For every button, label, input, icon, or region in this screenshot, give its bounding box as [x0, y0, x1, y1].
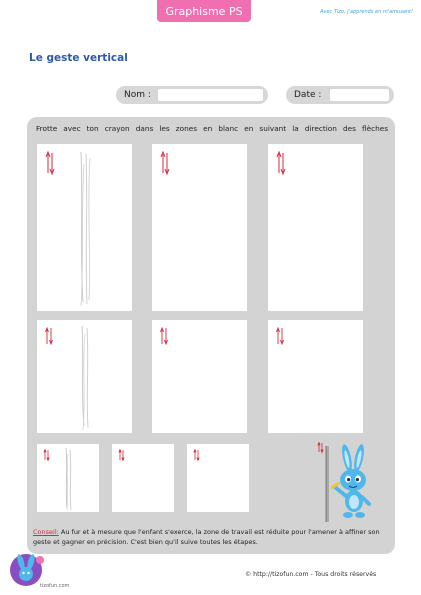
tizofun-logo — [4, 548, 50, 588]
work-zone-medium-3[interactable] — [268, 320, 363, 433]
instruction-text: Frotte avec ton crayon dans les zones en blanc en suivant la direction des flèches — [36, 124, 388, 133]
work-zone-small-1[interactable] — [37, 444, 99, 512]
blue-rabbit-mascot — [316, 442, 380, 524]
header-badge: Graphisme PS — [157, 0, 251, 22]
copyright-footer[interactable]: © http://tizofun.com - Tous droits réservés — [245, 571, 377, 578]
work-zone-medium-1[interactable] — [37, 320, 132, 433]
date-label: Date : — [294, 90, 322, 100]
advice-body: Au fur et à mesure que l'enfant s'exerce, la zone de travail est réduite pour l'amener à affiner son geste et gagner en précision. C'est bien qu'il suive toutes les étapes. — [33, 528, 380, 546]
advice-label: Conseil: — [33, 528, 59, 536]
work-zone-large-3[interactable] — [268, 144, 363, 311]
work-zone-medium-2[interactable] — [152, 320, 247, 433]
up-down-arrow-icon — [276, 327, 284, 345]
up-down-arrow-icon — [193, 449, 200, 461]
logo-text: tizofun.com — [40, 583, 70, 589]
up-down-arrow-icon — [118, 449, 125, 461]
work-zone-large-1[interactable] — [37, 144, 132, 311]
advice-text — [33, 527, 388, 547]
name-field[interactable] — [116, 86, 268, 104]
scribble-example — [37, 144, 132, 311]
up-down-arrow-icon — [276, 151, 286, 175]
work-zone-small-3[interactable] — [187, 444, 249, 512]
name-label: Nom : — [124, 90, 151, 100]
date-input-box[interactable] — [330, 89, 389, 101]
work-zone-large-2[interactable] — [152, 144, 247, 311]
up-down-arrow-icon — [160, 151, 170, 175]
header-slogan: Avec Tizo, j'apprends en m'amusant! — [320, 9, 413, 15]
scribble-example — [37, 444, 99, 512]
page-title: Le geste vertical — [29, 52, 128, 64]
scribble-example — [37, 320, 132, 433]
work-zone-small-2[interactable] — [112, 444, 174, 512]
date-field[interactable] — [286, 86, 394, 104]
up-down-arrow-icon — [160, 327, 168, 345]
name-input-box[interactable] — [158, 89, 263, 101]
